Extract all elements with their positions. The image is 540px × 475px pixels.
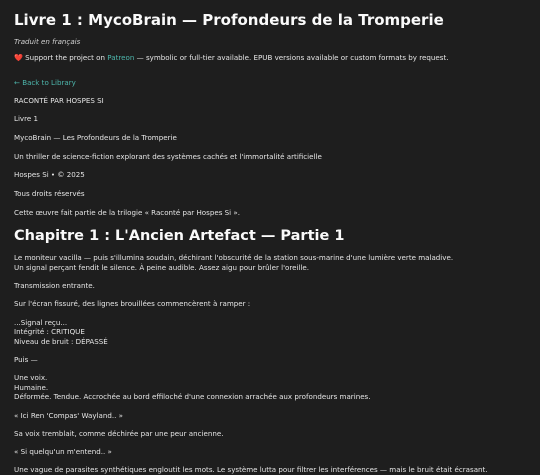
support-text-before: Support the project on bbox=[25, 52, 108, 62]
book-description: Un thriller de science-fiction explorant des systèmes cachés et l'immortalité artificielle bbox=[14, 151, 322, 161]
support-text-after: — symbolic or full-tier available. EPUB versions available or custom formats by request. bbox=[134, 52, 449, 62]
rights-line: Tous droits réservés bbox=[14, 188, 85, 198]
book-subtitle: MycoBrain — Les Profondeurs de la Tromperie bbox=[14, 132, 177, 142]
paragraph-line: Humaine. bbox=[14, 382, 49, 392]
copyright-line: Hospes Si • © 2025 bbox=[14, 170, 85, 180]
paragraph: Une vague de parasites synthétiques engloutit les mots. Le système lutta pour filtrer les interférences — mais le bruit était écrasant. bbox=[14, 465, 488, 475]
paragraph bbox=[14, 253, 526, 272]
chapter-title: Chapitre 1 : L'Ancien Artefact — Partie 1 bbox=[14, 228, 345, 245]
paragraph: « Si quelqu'un m'entend.. » bbox=[14, 447, 112, 457]
paragraph: Puis — bbox=[14, 355, 38, 364]
patreon-link[interactable]: Patreon bbox=[107, 52, 135, 62]
trilogy-line: Cette œuvre fait partie de la trilogie « Raconté par Hospes Si ». bbox=[14, 207, 240, 217]
paragraph-line: Une voix. bbox=[14, 373, 48, 383]
paragraph-line: Un signal perçant fendit le silence. À peine audible. Assez aigu pour brûler l'oreille. bbox=[14, 262, 310, 272]
paragraph-line: Déformée. Tendue. Accrochée au bord effiloché d'une connexion arrachée aux profondeurs marines. bbox=[14, 392, 371, 402]
paragraph: Transmission entrante. bbox=[14, 281, 95, 291]
paragraph-line: Niveau de bruit : DÉPASSÉ bbox=[14, 336, 108, 346]
paragraph: « Ici Ren 'Compas' Wayland.. » bbox=[14, 410, 123, 420]
book-meta bbox=[14, 96, 526, 218]
paragraph: Sur l'écran fissuré, des lignes brouillées commencèrent à ramper : bbox=[14, 299, 251, 309]
paragraph: Sa voix tremblait, comme déchirée par une peur ancienne. bbox=[14, 428, 224, 438]
support-line bbox=[14, 53, 526, 63]
translated-note: Traduit en français bbox=[14, 37, 81, 46]
paragraph-line: Le moniteur vacilla — puis s'illumina soudain, déchirant l'obscurité de la station sous-marine d'une lumière verte maladive. bbox=[14, 253, 454, 263]
book-number: Livre 1 bbox=[14, 114, 39, 124]
book-title: Livre 1 : MycoBrain — Profondeurs de la Tromperie bbox=[14, 11, 444, 29]
chapter-body bbox=[14, 253, 526, 475]
paragraph-line: Intégrité : CRITIQUE bbox=[14, 327, 85, 337]
narrator-line: RACONTÉ PAR HOSPES SI bbox=[14, 95, 104, 105]
back-to-library-link[interactable]: ← Back to Library bbox=[14, 78, 76, 87]
paragraph bbox=[14, 373, 526, 402]
paragraph-line: ...Signal reçu... bbox=[14, 317, 68, 327]
heart-icon: ❤️ bbox=[14, 52, 23, 62]
paragraph bbox=[14, 318, 526, 347]
